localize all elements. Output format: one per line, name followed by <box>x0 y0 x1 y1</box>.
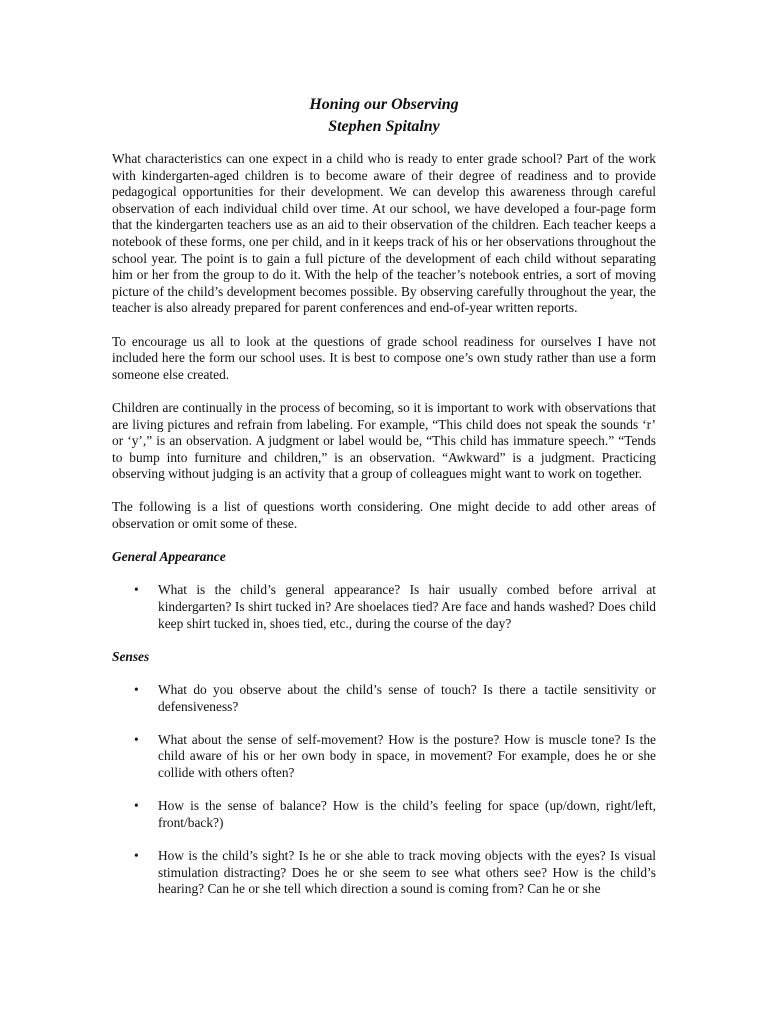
bullet-list-senses <box>112 682 656 898</box>
bullet-icon: • <box>134 847 139 863</box>
list-item <box>112 732 656 782</box>
document-body <box>112 151 656 914</box>
paragraph-becoming: Children are continually in the process of becoming, so it is important to work with observations that are living pictures and refrain from labeling. For example, “This child does not speak the sounds ‘r’ or ‘y’,” is an observation. A judgment or label would be, “This child has immature speech.” “Tends to bump into furniture and children,” is an observation. “Awkward” is a judgment. Practicing observing without judging is an activity that a group of colleagues might want to work on together. <box>112 399 656 482</box>
list-item-text: What about the sense of self-movement? How is the posture? How is muscle tone? Is the child aware of his or her own body in space, in movement? For example, does he or she collide with others often? <box>158 731 656 780</box>
list-item <box>112 682 656 715</box>
list-item <box>112 582 656 632</box>
document-title: Honing our Observing <box>309 96 459 113</box>
bullet-list-general-appearance <box>112 582 656 632</box>
paragraph-list-intro: The following is a list of questions worth considering. One might decide to add other areas of observation or omit some of these. <box>112 499 656 532</box>
title-block <box>0 94 768 138</box>
paragraph-intro: What characteristics can one expect in a child who is ready to enter grade school? Part of the work with kindergarten-aged children is to become aware of their degree of readiness and to provide pedagogical opportunities for their development. We can develop this awareness through careful observation of each individual child over time. At our school, we have developed a four-page form that the kindergarten teachers use as an aid to their observation of the children. Each teacher keeps a notebook of these forms, one per child, and in it keeps track of his or her observations throughout the school year. The point is to gain a full picture of the development of each child without separating him or her from the group to do it. With the help of the teacher’s notebook entries, a sort of moving picture of the child’s development becomes possible. By observing carefully throughout the year, the teacher is also already prepared for parent conferences and end-of-year written reports. <box>112 151 656 316</box>
section-heading-senses: Senses <box>112 648 150 664</box>
list-item-text: How is the child’s sight? Is he or she able to track moving objects with the eyes? Is visual stimulation distracting? Does he or she seem to see what others see? How is the child’s hearing? Can he or she tell which direction a sound is coming from? Can he or she <box>158 847 656 897</box>
paragraph-encourage: To encourage us all to look at the questions of grade school readiness for ourselves I have not included here the form our school uses. It is best to compose one’s own study rather than use a form someone else created. <box>112 333 656 382</box>
list-item-text: What is the child’s general appearance? Is hair usually combed before arrival at kindergarten? Is shirt tucked in? Are shoelaces tied? Are face and hands washed? Does child keep shirt tucked in, shoes tied, etc., during the course of the day? <box>158 582 656 631</box>
section-heading-general-appearance: General Appearance <box>112 549 226 565</box>
list-item-text: What do you observe about the child’s sense of touch? Is there a tactile sensitivity or defensiveness? <box>158 682 656 714</box>
bullet-icon: • <box>134 582 139 598</box>
list-item <box>112 848 656 898</box>
list-item-text: How is the sense of balance? How is the child’s feeling for space (up/down, right/left, front/back?) <box>158 798 656 830</box>
bullet-icon: • <box>134 731 139 747</box>
list-item <box>112 798 656 831</box>
document-author: Stephen Spitalny <box>328 118 440 135</box>
bullet-icon: • <box>134 682 139 697</box>
bullet-icon: • <box>134 798 139 814</box>
